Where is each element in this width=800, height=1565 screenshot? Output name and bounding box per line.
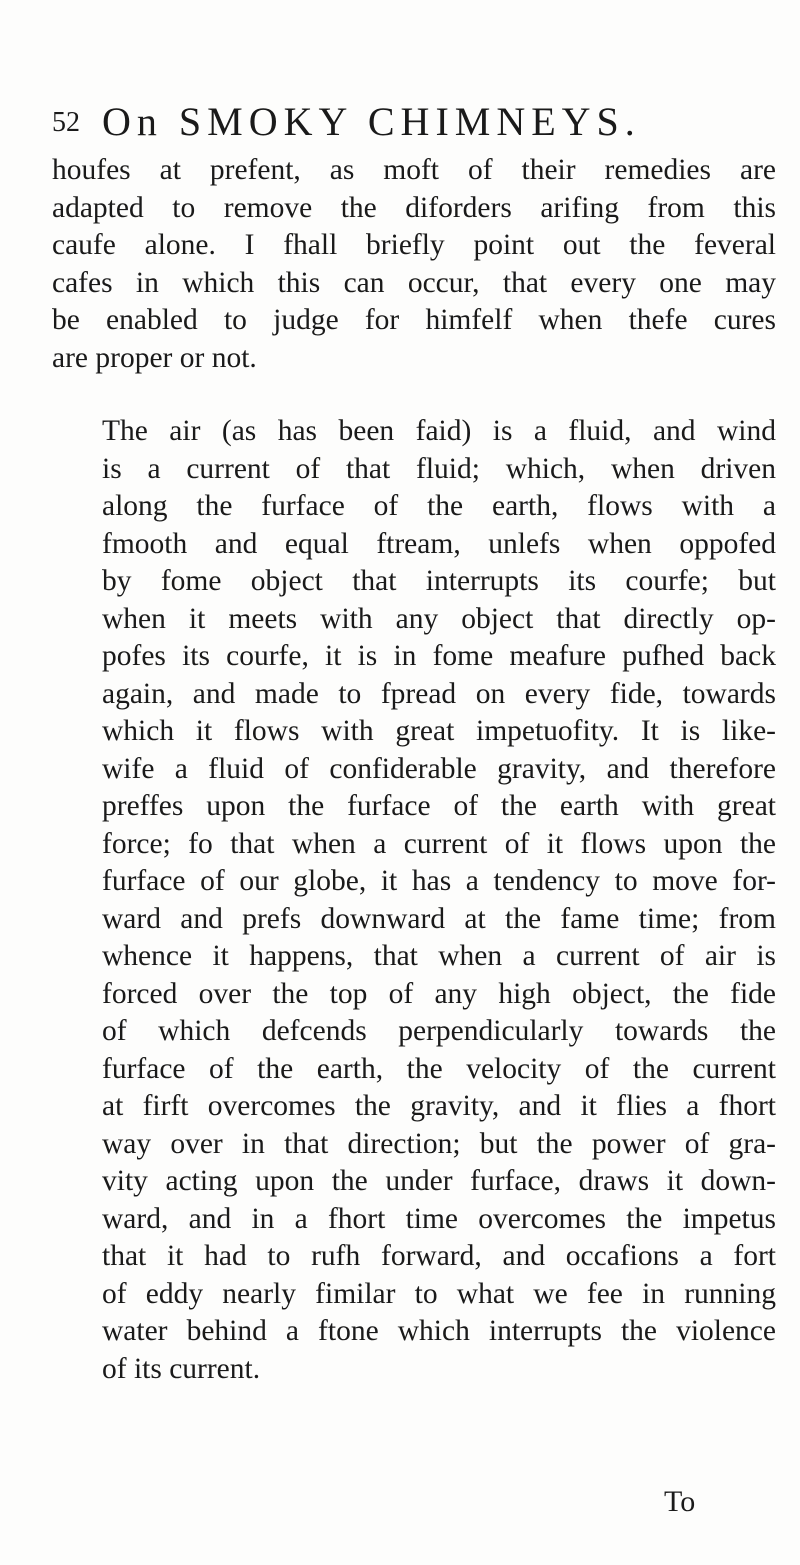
text-line: adapted to remove the diforders arifing from this — [52, 191, 776, 224]
page-number: 52 — [52, 107, 80, 138]
text-line: that it had to rufh forward, and occafions a fort — [102, 1240, 776, 1272]
text-line: furface of our globe, it has a tendency to move for- — [102, 865, 776, 897]
text-line: of which defcends perpendicularly towards the — [102, 1015, 776, 1047]
text-line: vity acting upon the under furface, draws it down- — [102, 1165, 776, 1197]
text-line: fmooth and equal ftream, unlefs when oppofed — [102, 527, 776, 560]
running-head — [52, 98, 772, 148]
text-line: whence it happens, that when a current of air is — [102, 940, 776, 972]
body-text — [52, 152, 776, 1388]
text-line: ward, and in a fhort time overcomes the impetus — [102, 1202, 776, 1235]
text-line: caufe alone. I fhall briefly point out the feveral — [52, 229, 776, 261]
text-line: be enabled to judge for himfelf when thefe cures — [52, 304, 776, 336]
text-line: preffes upon the furface of the earth with great — [102, 790, 776, 822]
text-line: way over in that direction; but the power of gra- — [102, 1127, 776, 1160]
text-line: again, and made to fpread on every fide, towards — [102, 677, 776, 710]
text-line: houfes at prefent, as moft of their remedies are — [52, 154, 776, 186]
text-line: The air (as has been faid) is a fluid, and wind — [102, 415, 776, 447]
text-line: of its current. — [102, 1352, 261, 1385]
text-line: wife a fluid of confiderable gravity, and therefore — [102, 752, 776, 785]
paragraph — [52, 413, 776, 1388]
text-line: along the furface of the earth, flows with a — [102, 490, 776, 522]
text-line: furface of the earth, the velocity of the current — [102, 1052, 776, 1085]
text-line: is a current of that fluid; which, when driven — [102, 452, 776, 485]
text-line: water behind a ftone which interrupts the violence — [102, 1315, 776, 1347]
text-line: cafes in which this can occur, that every one may — [52, 266, 776, 299]
text-line: at firft overcomes the gravity, and it flies a fhort — [102, 1090, 776, 1122]
text-line: are proper or not. — [52, 341, 257, 374]
paragraph — [52, 152, 776, 377]
text-line: which it flows with great impetuofity. It is like- — [102, 715, 776, 747]
text-line: force; fo that when a current of it flows upon the — [102, 827, 776, 860]
running-title: On SMOKY CHIMNEYS. — [102, 99, 641, 144]
text-line: forced over the top of any high object, the fide — [102, 977, 776, 1010]
text-line: by fome object that interrupts its courfe; but — [102, 565, 776, 597]
text-line: of eddy nearly fimilar to what we fee in running — [102, 1277, 776, 1310]
text-line: when it meets with any object that directly op- — [102, 602, 776, 635]
text-line: ward and prefs downward at the fame time; from — [102, 902, 776, 935]
catchword: To — [664, 1485, 696, 1518]
text-line: pofes its courfe, it is in fome meafure pufhed back — [102, 640, 776, 672]
